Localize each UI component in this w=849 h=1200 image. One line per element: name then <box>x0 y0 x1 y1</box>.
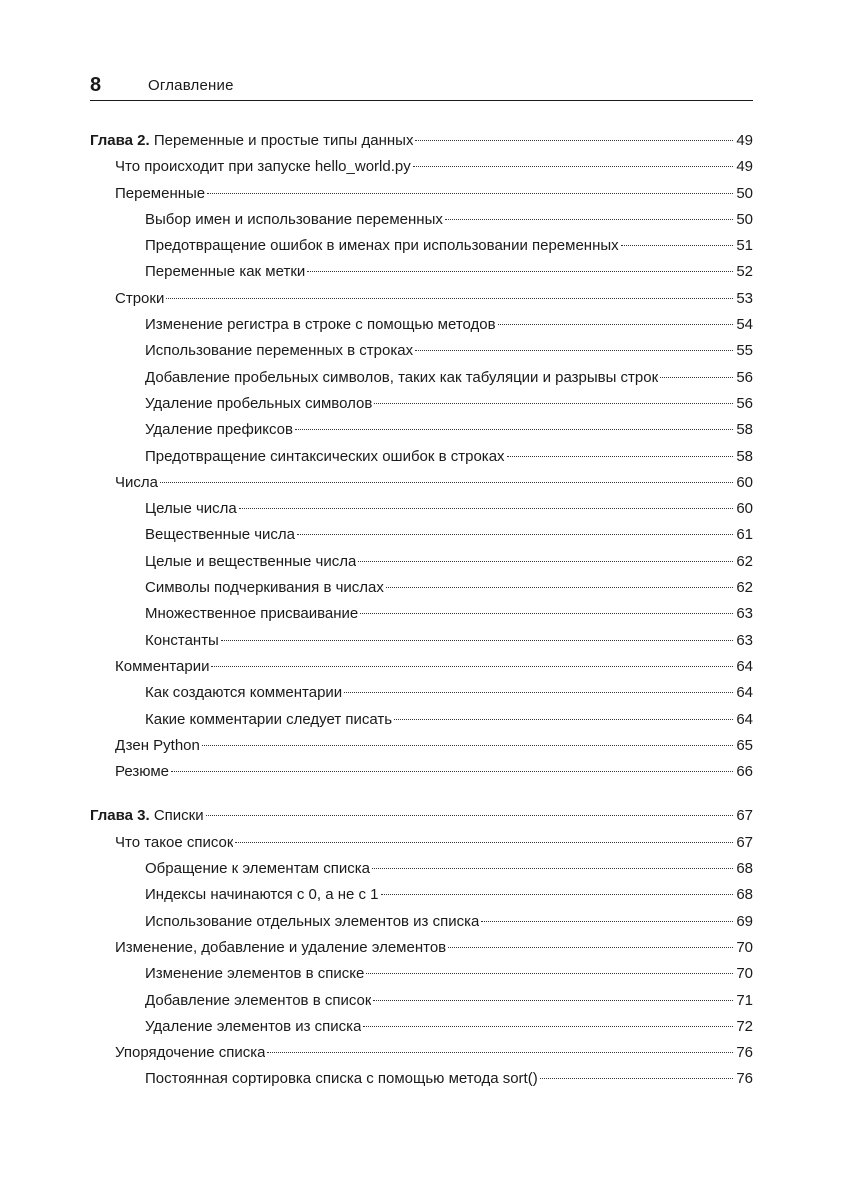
entry-title: Символы подчеркивания в числах <box>145 579 384 597</box>
dot-leader <box>171 771 733 772</box>
dot-leader <box>363 1026 733 1027</box>
dot-leader <box>373 1000 733 1001</box>
entry-title: Удаление префиксов <box>145 421 293 439</box>
toc-subsection-entry[interactable] <box>90 444 753 470</box>
toc-subsection-entry[interactable] <box>90 1014 753 1040</box>
entry-title: Использование отдельных элементов из списка <box>145 912 480 930</box>
entry-title: Удаление элементов из списка <box>145 1017 362 1035</box>
dot-leader <box>160 482 733 483</box>
dot-leader <box>498 324 733 325</box>
dot-leader <box>540 1078 733 1079</box>
chapter-block <box>90 803 753 1092</box>
entry-title: Что такое список <box>115 833 234 851</box>
page-ref: 50 <box>736 210 753 228</box>
page-ref: 60 <box>736 500 753 518</box>
running-title: Оглавление <box>148 77 234 94</box>
dot-leader <box>374 403 733 404</box>
page-ref: 61 <box>736 526 753 544</box>
toc-subsection-entry[interactable] <box>90 365 753 391</box>
page-ref: 76 <box>736 1070 753 1088</box>
entry-title: Целые и вещественные числа <box>145 552 357 570</box>
toc-subsection-entry[interactable] <box>90 601 753 627</box>
dot-leader <box>415 140 733 141</box>
entry-title: Дзен Python <box>115 736 200 754</box>
entry-title: Какие комментарии следует писать <box>145 710 393 728</box>
toc-section-entry[interactable] <box>90 733 753 759</box>
dot-leader <box>448 947 733 948</box>
entry-title: Переменные как метки <box>145 263 306 281</box>
page-ref: 56 <box>736 394 753 412</box>
dot-leader <box>206 815 733 816</box>
toc-section-entry[interactable] <box>90 935 753 961</box>
dot-leader <box>507 456 733 457</box>
entry-title: Удаление пробельных символов <box>145 394 373 412</box>
toc-section-entry[interactable] <box>90 286 753 312</box>
chapter-title <box>90 803 204 829</box>
entry-title: Комментарии <box>115 657 210 675</box>
entry-title: Целые числа <box>145 500 237 518</box>
page-ref: 72 <box>736 1017 753 1035</box>
page-ref: 62 <box>736 579 753 597</box>
dot-leader <box>202 745 733 746</box>
page-ref: 60 <box>736 473 753 491</box>
entry-title: Множественное присваивание <box>145 605 359 623</box>
page-header <box>90 74 753 101</box>
page-ref: 55 <box>736 342 753 360</box>
dot-leader <box>445 219 733 220</box>
page-ref: 66 <box>736 763 753 781</box>
entry-title: Изменение регистра в строке с помощью методов <box>145 316 496 334</box>
toc-section-entry[interactable] <box>90 654 753 680</box>
toc-subsection-entry[interactable] <box>90 391 753 417</box>
page-ref: 67 <box>736 833 753 851</box>
toc-subsection-entry[interactable] <box>90 575 753 601</box>
toc-subsection-entry[interactable] <box>90 856 753 882</box>
chapter-label: Глава 2. <box>90 132 150 149</box>
toc-section-entry[interactable] <box>90 759 753 785</box>
page-ref: 67 <box>736 807 753 825</box>
entry-title: Изменение, добавление и удаление элементов <box>115 938 447 956</box>
entry-title: Выбор имен и использование переменных <box>145 210 443 228</box>
toc-section-entry[interactable] <box>90 830 753 856</box>
page-ref: 71 <box>736 991 753 1009</box>
dot-leader <box>415 350 733 351</box>
entry-title: Предотвращение синтаксических ошибок в строках <box>145 447 505 465</box>
dot-leader <box>211 666 733 667</box>
dot-leader <box>366 973 733 974</box>
chapter-label: Глава 3. <box>90 807 150 825</box>
entry-title: Обращение к элементам списка <box>145 860 370 878</box>
entry-title: Строки <box>115 289 165 307</box>
dot-leader <box>239 508 733 509</box>
page-ref: 68 <box>736 886 753 904</box>
page-ref: 53 <box>736 289 753 307</box>
page-ref: 63 <box>736 605 753 623</box>
dot-leader <box>394 719 733 720</box>
dot-leader <box>221 640 733 641</box>
dot-leader <box>207 193 733 194</box>
toc-subsection-entry[interactable] <box>90 233 753 259</box>
toc-subsection-entry[interactable] <box>90 259 753 285</box>
entry-title: Вещественные числа <box>145 526 296 544</box>
entry-title: Резюме <box>115 763 169 781</box>
page-ref: 64 <box>736 710 753 728</box>
dot-leader <box>413 166 733 167</box>
toc-subsection-entry[interactable] <box>90 417 753 443</box>
chapter-block <box>90 128 753 785</box>
page-ref: 58 <box>736 421 753 439</box>
dot-leader <box>360 613 733 614</box>
page-ref: 56 <box>736 368 753 386</box>
chapter-name: Переменные и простые типы данных <box>153 132 414 149</box>
page-number: 8 <box>90 74 102 96</box>
page-ref: 58 <box>736 447 753 465</box>
entry-title: Добавление пробельных символов, таких как табуляции и разрывы строк <box>145 368 659 386</box>
dot-leader <box>621 245 733 246</box>
toc-subsection-entry[interactable] <box>90 522 753 548</box>
page-ref: 49 <box>736 132 753 149</box>
toc-subsection-entry[interactable] <box>90 882 753 908</box>
page-ref: 76 <box>736 1044 753 1062</box>
page-ref: 52 <box>736 263 753 281</box>
entry-title: Предотвращение ошибок в именах при использовании переменных <box>145 237 619 255</box>
toc-section-entry[interactable] <box>90 470 753 496</box>
page-ref: 68 <box>736 860 753 878</box>
entry-title: Числа <box>115 473 158 491</box>
entry-title: Изменение элементов в списке <box>145 965 365 983</box>
toc-subsection-entry[interactable] <box>90 496 753 522</box>
dot-leader <box>481 921 733 922</box>
dot-leader <box>660 377 733 378</box>
entry-title: Константы <box>145 631 219 649</box>
page-ref: 70 <box>736 965 753 983</box>
table-of-contents <box>90 128 753 1111</box>
page-ref: 49 <box>736 158 753 176</box>
entry-title: Использование переменных в строках <box>145 342 414 360</box>
dot-leader <box>235 842 733 843</box>
dot-leader <box>358 561 733 562</box>
page-ref: 64 <box>736 657 753 675</box>
toc-section-entry[interactable] <box>90 181 753 207</box>
toc-chapter-heading[interactable] <box>90 803 753 829</box>
dot-leader <box>381 894 733 895</box>
page-ref: 70 <box>736 938 753 956</box>
toc-chapter-heading[interactable] <box>90 128 753 154</box>
toc-subsection-entry[interactable] <box>90 338 753 364</box>
chapter-name: Списки <box>153 807 204 825</box>
entry-title: Как создаются комментарии <box>145 684 343 702</box>
toc-subsection-entry[interactable] <box>90 707 753 733</box>
toc-section-entry[interactable] <box>90 1040 753 1066</box>
dot-leader <box>295 429 733 430</box>
dot-leader <box>386 587 733 588</box>
toc-subsection-entry[interactable] <box>90 312 753 338</box>
toc-subsection-entry[interactable] <box>90 1066 753 1092</box>
toc-subsection-entry[interactable] <box>90 909 753 935</box>
toc-subsection-entry[interactable] <box>90 961 753 987</box>
toc-subsection-entry[interactable] <box>90 207 753 233</box>
toc-subsection-entry[interactable] <box>90 988 753 1014</box>
page-ref: 64 <box>736 684 753 702</box>
page-ref: 65 <box>736 736 753 754</box>
page-ref: 69 <box>736 912 753 930</box>
chapter-title <box>90 128 413 154</box>
page-ref: 62 <box>736 552 753 570</box>
dot-leader <box>297 534 733 535</box>
page-ref: 50 <box>736 184 753 202</box>
toc-subsection-entry[interactable] <box>90 549 753 575</box>
dot-leader <box>267 1052 733 1053</box>
entry-title: Индексы начинаются с 0, а не с 1 <box>145 886 379 904</box>
dot-leader <box>307 271 733 272</box>
dot-leader <box>166 298 733 299</box>
entry-title: Переменные <box>115 184 206 202</box>
entry-title: Что происходит при запуске hello_world.py <box>115 158 411 176</box>
entry-title: Постоянная сортировка списка с помощью метода sort() <box>145 1070 538 1088</box>
page-ref: 63 <box>736 631 753 649</box>
entry-title: Добавление элементов в список <box>145 991 372 1009</box>
page-ref: 51 <box>736 237 753 255</box>
toc-section-entry[interactable] <box>90 154 753 180</box>
dot-leader <box>344 692 733 693</box>
dot-leader <box>372 868 733 869</box>
toc-subsection-entry[interactable] <box>90 628 753 654</box>
entry-title: Упорядочение списка <box>115 1044 266 1062</box>
page-ref: 54 <box>736 316 753 334</box>
toc-subsection-entry[interactable] <box>90 680 753 706</box>
